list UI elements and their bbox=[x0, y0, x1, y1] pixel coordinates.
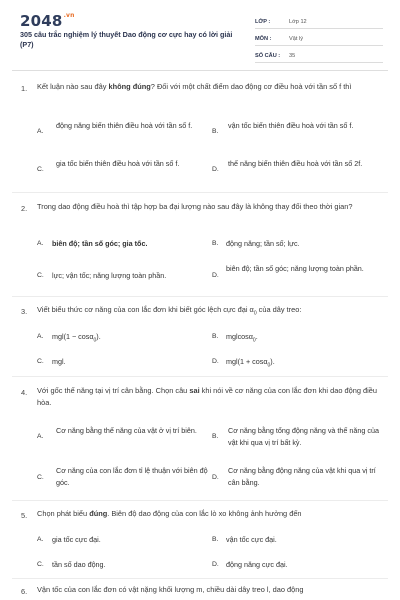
option-c[interactable]: tần số dao động. bbox=[52, 560, 106, 569]
option-letter: C. bbox=[37, 272, 44, 279]
question-divider bbox=[12, 376, 388, 377]
option-letter: C. bbox=[37, 166, 44, 173]
option-subscript: 0 bbox=[252, 337, 256, 344]
option-d[interactable]: động năng cực đại. bbox=[226, 560, 288, 569]
option-letter: B. bbox=[212, 536, 219, 543]
option-d[interactable]: thế năng biến thiên điều hoà với tần số 2f. bbox=[228, 159, 363, 168]
question-stem bbox=[37, 81, 377, 93]
option-text: mgl(1 + cosα bbox=[226, 357, 268, 366]
option-a[interactable]: động năng biến thiên điều hoà với tần số f. bbox=[56, 121, 193, 130]
option-text: mglcosα bbox=[226, 332, 253, 341]
stem-subscript: 0 bbox=[253, 310, 257, 317]
header bbox=[0, 0, 400, 66]
stem-text: của dây treo: bbox=[256, 305, 302, 314]
option-letter: A. bbox=[37, 333, 44, 340]
question-divider bbox=[12, 500, 388, 501]
question-number: 3. bbox=[21, 307, 28, 316]
stem-text: ? Đối với một chất điểm dao động cơ điều hoà với tần số f thì bbox=[150, 82, 352, 91]
stem-text: . Biên độ dao động của con lắc lò xo không ảnh hưởng đến bbox=[107, 509, 302, 518]
logo-suffix: .vn bbox=[63, 12, 75, 19]
option-letter: C. bbox=[37, 561, 44, 568]
option-c[interactable]: lực; vận tốc; năng lượng toàn phần. bbox=[52, 271, 167, 280]
option-a[interactable]: biên độ; tần số góc; gia tốc. bbox=[52, 239, 148, 248]
option-d[interactable] bbox=[226, 356, 381, 371]
meta-value: Vật lý bbox=[289, 36, 303, 42]
option-letter: A. bbox=[37, 128, 44, 135]
option-letter: B. bbox=[212, 240, 219, 247]
option-letter: A. bbox=[37, 433, 44, 440]
option-letter: A. bbox=[37, 240, 44, 247]
question-divider bbox=[12, 578, 388, 579]
stem-text: Kết luận nào sau đây bbox=[37, 82, 109, 91]
option-letter: A. bbox=[37, 536, 44, 543]
stem-text: khi nói về cơ năng của con lắc đơn khi dao động điều hòa. bbox=[37, 386, 377, 407]
option-subscript: 0 bbox=[267, 362, 271, 369]
option-text: ). bbox=[270, 357, 275, 366]
option-letter: C. bbox=[37, 474, 44, 481]
meta-row-class bbox=[255, 16, 383, 29]
stem-emphasis: sai bbox=[189, 386, 200, 395]
option-letter: D. bbox=[212, 166, 219, 173]
question-stem: Vận tốc của con lắc đơn có vật nặng khối lượng m, chiều dài dây treo l, dao động bbox=[37, 585, 304, 594]
document-title: 305 câu trắc nghiệm lý thuyết Dao động cơ cực hay có lời giải (P7) bbox=[20, 30, 233, 49]
question-stem bbox=[37, 508, 377, 520]
question-divider bbox=[12, 192, 388, 193]
option-b[interactable]: Cơ năng bằng tổng động năng và thế năng của vật khi qua vị trí bất kỳ. bbox=[228, 426, 379, 447]
logo-text: 2048 bbox=[20, 12, 63, 30]
stem-text: Với gốc thế năng tại vị trí cân bằng. Chọn câu bbox=[37, 386, 190, 395]
option-c[interactable]: mgl. bbox=[52, 357, 66, 366]
option-d[interactable]: biên độ; tần số góc; năng lượng toàn phần. bbox=[226, 264, 364, 273]
option-d[interactable]: Cơ năng bằng động năng của vật khi qua vị trí cân bằng. bbox=[228, 466, 376, 487]
option-letter: C. bbox=[37, 358, 44, 365]
option-b[interactable]: vận tốc cực đại. bbox=[226, 535, 277, 544]
question-number: 5. bbox=[21, 511, 28, 520]
option-b[interactable]: động năng; tần số; lực. bbox=[226, 239, 300, 248]
option-b[interactable]: vận tốc biến thiên điều hoà với tần số f. bbox=[228, 121, 354, 130]
option-a[interactable] bbox=[52, 331, 207, 346]
option-letter: B. bbox=[212, 128, 219, 135]
option-c[interactable]: gia tốc biến thiên điều hoà với tần số f. bbox=[56, 159, 180, 168]
option-c[interactable]: Cơ năng của con lắc đơn tỉ lệ thuận với biên độ góc. bbox=[56, 466, 208, 487]
stem-text: Chọn phát biểu bbox=[37, 509, 90, 518]
option-letter: D. bbox=[212, 272, 219, 279]
meta-row-count bbox=[255, 50, 383, 63]
header-divider bbox=[12, 70, 388, 71]
option-a[interactable]: gia tốc cực đại. bbox=[52, 535, 101, 544]
meta-value: Lớp 12 bbox=[289, 19, 307, 25]
option-text: . bbox=[255, 332, 258, 341]
option-b[interactable] bbox=[226, 331, 381, 346]
option-a[interactable]: Cơ năng bằng thế năng của vật ở vị trí biên. bbox=[56, 426, 197, 435]
question-stem bbox=[37, 385, 377, 409]
question-number: 1. bbox=[21, 84, 28, 93]
question-number: 2. bbox=[21, 204, 28, 213]
question-number: 4. bbox=[21, 388, 28, 397]
meta-value: 35 bbox=[289, 53, 296, 59]
stem-text: Viết biểu thức cơ năng của con lắc đơn khi biết góc lệch cực đại α bbox=[37, 305, 254, 314]
meta-label: LỚP : bbox=[255, 19, 271, 25]
meta-label: SỐ CÂU : bbox=[255, 53, 281, 59]
meta-label: MÔN : bbox=[255, 36, 272, 42]
stem-emphasis: không đúng bbox=[108, 82, 151, 91]
option-letter: D. bbox=[212, 358, 219, 365]
stem-emphasis: đúng bbox=[89, 509, 108, 518]
question-stem: Trong dao động điều hoà thì tập hợp ba đại lượng nào sau đây là không thay đổi theo thời gian? bbox=[37, 202, 353, 211]
question-number: 6. bbox=[21, 587, 28, 596]
question-divider bbox=[12, 296, 388, 297]
option-letter: B. bbox=[212, 433, 219, 440]
option-letter: B. bbox=[212, 333, 219, 340]
meta-info bbox=[255, 16, 383, 67]
option-letter: D. bbox=[212, 561, 219, 568]
option-subscript: 0 bbox=[93, 337, 97, 344]
meta-row-subject bbox=[255, 33, 383, 46]
question-stem bbox=[37, 304, 377, 319]
option-letter: D. bbox=[212, 474, 219, 481]
option-text: mgl(1 − cosα bbox=[52, 332, 94, 341]
option-text: ). bbox=[96, 332, 101, 341]
site-logo[interactable] bbox=[20, 12, 75, 30]
